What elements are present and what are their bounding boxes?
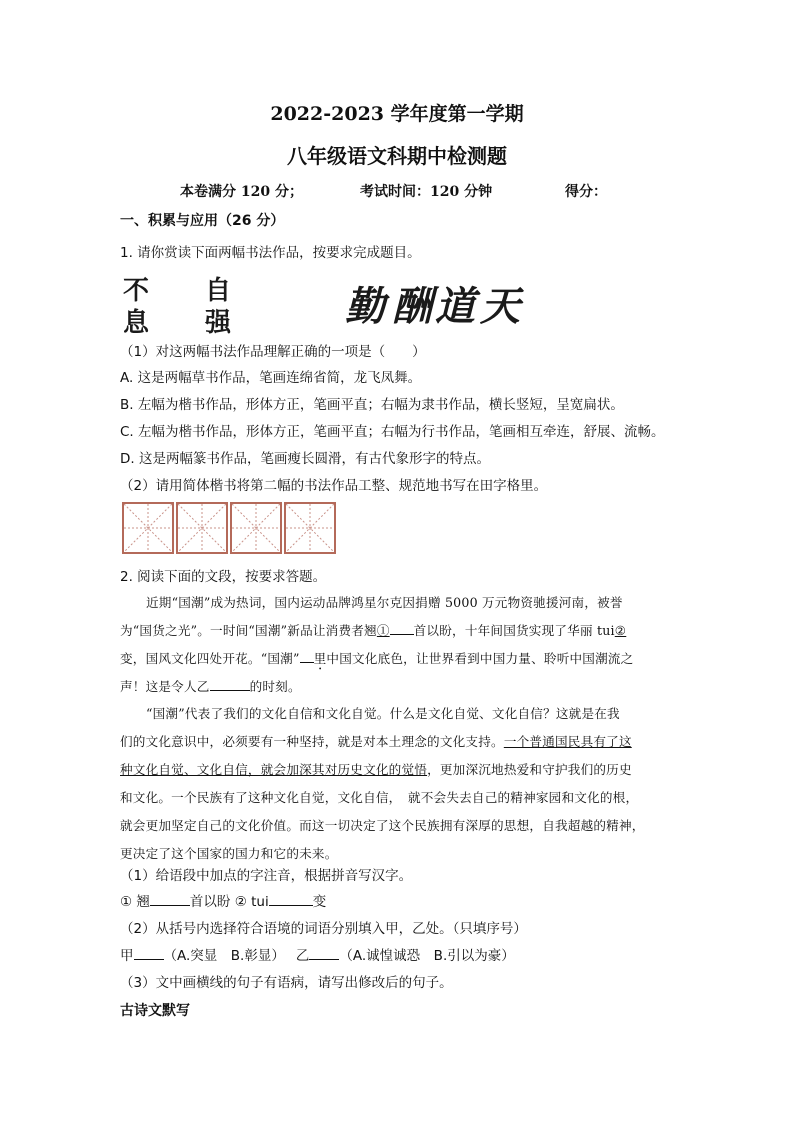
passage-line bbox=[120, 731, 632, 750]
passage-line: 和文化。一个民族有了这种文化自觉，文化自信， 就不会失去自己的精神家园和文化的根， bbox=[120, 790, 639, 805]
passage-text: ，更加深沉地热爱和守护我们的历史 bbox=[427, 762, 632, 777]
exam-year-title: 2022-2023 学年度第一学期 bbox=[270, 103, 524, 125]
passage-line: 更决定了这个国家的国力和它的未来。 bbox=[120, 846, 338, 861]
passage-line bbox=[120, 648, 633, 673]
passage-line bbox=[120, 676, 301, 695]
calligraphy-char: 勤 bbox=[345, 283, 385, 330]
passage-text: 变，国风文化四处开花。“国潮” bbox=[120, 651, 300, 666]
blank-jia[interactable] bbox=[300, 649, 314, 663]
calligraphy-char: 不 bbox=[123, 276, 150, 306]
passage-line: “国潮”代表了我们的文化自信和文化自觉。什么是文化自觉、文化自信？这就是在我 bbox=[146, 706, 620, 721]
question-2-sub2-answer bbox=[120, 944, 515, 964]
calligraphy-char: 强 bbox=[205, 308, 232, 338]
question-2-sub2: （2）从括号内选择符合语境的词语分别填入甲，乙处。（只填序号） bbox=[120, 921, 527, 937]
exam-subject-title: 八年级语文科期中检测题 bbox=[287, 144, 507, 168]
underlined-sentence: 一个普通国民具有了这 bbox=[503, 734, 632, 749]
tianzige-grid bbox=[122, 502, 338, 554]
answer-label: （A.突显 B.彰显） 乙 bbox=[163, 948, 310, 964]
passage-text: 首以盼，十年间国货实现了华丽 tui bbox=[413, 623, 615, 638]
answer-blank-1[interactable] bbox=[150, 892, 190, 906]
passage-line bbox=[120, 759, 632, 778]
passage-line: 近期“国潮”成为热词，国内运动品牌鸿星尔克因捐赠 5000 万元物资驰援河南，被誉 bbox=[146, 595, 623, 610]
question-2-sub1-answer bbox=[120, 890, 326, 910]
passage-text: 为“国货之光”。一时间“国潮”新品让消费者翘 bbox=[120, 623, 377, 638]
blank-1[interactable] bbox=[390, 621, 414, 635]
calligraphy-char: 酬 bbox=[392, 283, 432, 330]
answer-label: 甲 bbox=[120, 948, 134, 964]
blank-marker: ② bbox=[614, 623, 627, 638]
answer-blank-2[interactable] bbox=[269, 892, 313, 906]
tianzige-cell[interactable] bbox=[122, 502, 174, 554]
passage-text: 中国文化底色，让世界看到中国力量、聆听中国潮流之 bbox=[326, 651, 634, 666]
answer-blank-yi[interactable] bbox=[309, 946, 339, 960]
option-b: B. 左幅为楷书作品，形体方正，笔画平直；右幅为隶书作品，横长竖短，呈宽扁状。 bbox=[120, 397, 624, 413]
tianzige-cell[interactable] bbox=[284, 502, 336, 554]
question-1-prompt: 1. 请你赏读下面两幅书法作品，按要求完成题目。 bbox=[120, 245, 421, 261]
question-2-prompt: 2. 阅读下面的文段，按要求答题。 bbox=[120, 569, 327, 585]
option-a: A. 这是两幅草书作品，笔画连绵省简，龙飞凤舞。 bbox=[120, 370, 422, 386]
tianzige-cell[interactable] bbox=[176, 502, 228, 554]
answer-label: （A.诚惶诚恐 B.引以为豪） bbox=[339, 948, 515, 964]
calligraphy-char: 自 bbox=[205, 276, 232, 306]
answer-label: ① 翘 bbox=[120, 894, 150, 910]
full-marks-text: 本卷满分 120 分； bbox=[180, 184, 303, 200]
calligraphy-char: 天 bbox=[480, 283, 520, 330]
section-heading-poetry: 古诗文默写 bbox=[120, 1003, 190, 1019]
option-d: D. 这是两幅篆书作品，笔画瘦长圆滑，有古代象形字的特点。 bbox=[120, 451, 490, 467]
passage-line bbox=[120, 620, 626, 639]
answer-blank-jia[interactable] bbox=[134, 946, 164, 960]
calligraphy-char: 息 bbox=[123, 308, 150, 338]
passage-text: 声！这是令人乙 bbox=[120, 679, 210, 694]
blank-yi[interactable] bbox=[210, 677, 250, 691]
section-heading: 一、积累与应用（26 分） bbox=[120, 213, 285, 229]
tianzige-cell[interactable] bbox=[230, 502, 282, 554]
blank-marker: ① bbox=[376, 623, 390, 638]
option-c: C. 左幅为楷书作品，形体方正，笔画平直；右幅为行书作品，笔画相互牵连，舒展、流畅。 bbox=[120, 424, 665, 440]
calligraphy-char: 道 bbox=[435, 283, 475, 330]
exam-time-text: 考试时间：120 分钟 bbox=[360, 184, 493, 200]
answer-label: 变 bbox=[312, 894, 327, 910]
dotted-char: 里 bbox=[313, 651, 327, 666]
passage-line: 就会更加坚定自己的文化价值。而这一切决定了这个民族拥有深厚的思想，自我超越的精神， bbox=[120, 818, 645, 833]
question-2-sub1: （1）给语段中加点的字注音，根据拼音写汉字。 bbox=[120, 868, 413, 884]
answer-label: 首以盼 ② tui bbox=[189, 894, 269, 910]
question-2-sub3: （3）文中画横线的句子有语病，请写出修改后的句子。 bbox=[120, 975, 453, 991]
question-1-sub1: （1）对这两幅书法作品理解正确的一项是（ ） bbox=[120, 344, 426, 360]
passage-text: 的时刻。 bbox=[249, 679, 301, 694]
question-1-sub2: （2）请用简体楷书将第二幅的书法作品工整、规范地书写在田字格里。 bbox=[120, 478, 548, 494]
passage-text: 们的文化意识中，必须要有一种坚持，就是对本土理念的文化支持。 bbox=[120, 734, 504, 749]
underlined-sentence: 种文化自觉、文化自信，就会加深其对历史文化的觉悟 bbox=[120, 762, 428, 777]
score-label: 得分： bbox=[565, 184, 607, 200]
